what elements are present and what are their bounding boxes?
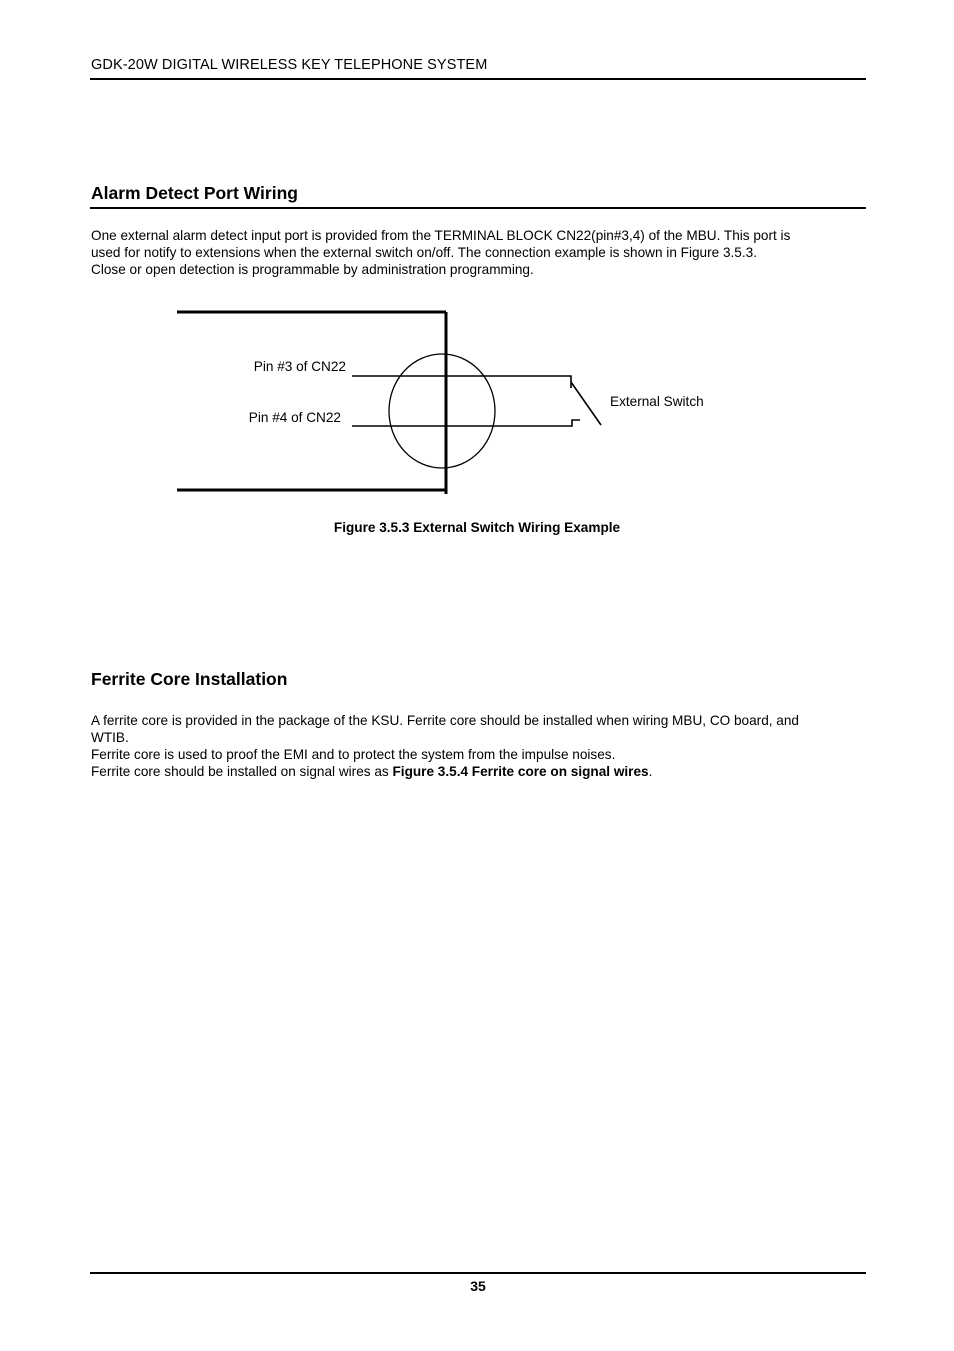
- terminal-highlight-circle: [389, 354, 495, 468]
- pin4-label: Pin #4 of CN22: [248, 410, 341, 425]
- alarm-paragraph: [91, 227, 861, 278]
- ferrite-paragraph-line: A ferrite core is provided in the package of the KSU. Ferrite core should be installed when wiring MBU, CO board, and: [91, 713, 799, 728]
- wiring-diagram: [0, 0, 954, 560]
- alarm-paragraph-line: used for notify to extensions when the external switch on/off. The connection example is shown in Figure 3.5.3.: [91, 245, 757, 260]
- page-header: [90, 56, 866, 80]
- ferrite-paragraph: [91, 712, 861, 780]
- ferrite-paragraph-line: [91, 763, 861, 780]
- alarm-paragraph-line: One external alarm detect input port is provided from the TERMINAL BLOCK CN22(pin#3,4) of the MBU. This port is: [91, 228, 791, 243]
- page-number: 35: [470, 1278, 486, 1294]
- external-switch-label: External Switch: [610, 394, 704, 409]
- pin4-wire: [352, 420, 580, 426]
- alarm-paragraph-line: Close or open detection is programmable by administration programming.: [91, 262, 534, 277]
- ferrite-section-heading: [90, 669, 866, 693]
- alarm-heading-text: Alarm Detect Port Wiring: [91, 183, 298, 203]
- pin3-label: Pin #3 of CN22: [253, 359, 346, 374]
- ferrite-paragraph-line: Ferrite core is used to proof the EMI and to protect the system from the impulse noises.: [91, 747, 616, 762]
- pin3-wire: [352, 376, 571, 388]
- figure-caption: Figure 3.5.3 External Switch Wiring Example: [333, 520, 621, 535]
- ferrite-line4-suffix: .: [648, 764, 653, 779]
- alarm-section-heading: [90, 183, 866, 209]
- ferrite-paragraph-line: WTIB.: [91, 730, 129, 745]
- ferrite-heading-text: Ferrite Core Installation: [91, 669, 288, 689]
- ferrite-line4-prefix: Ferrite core should be installed on signal wires as: [91, 764, 393, 779]
- page-footer: [90, 1272, 866, 1294]
- figure-reference: Figure 3.5.4 Ferrite core on signal wires: [392, 764, 649, 779]
- external-switch-lever: [571, 382, 601, 425]
- header-title: GDK-20W DIGITAL WIRELESS KEY TELEPHONE SYSTEM: [91, 57, 488, 73]
